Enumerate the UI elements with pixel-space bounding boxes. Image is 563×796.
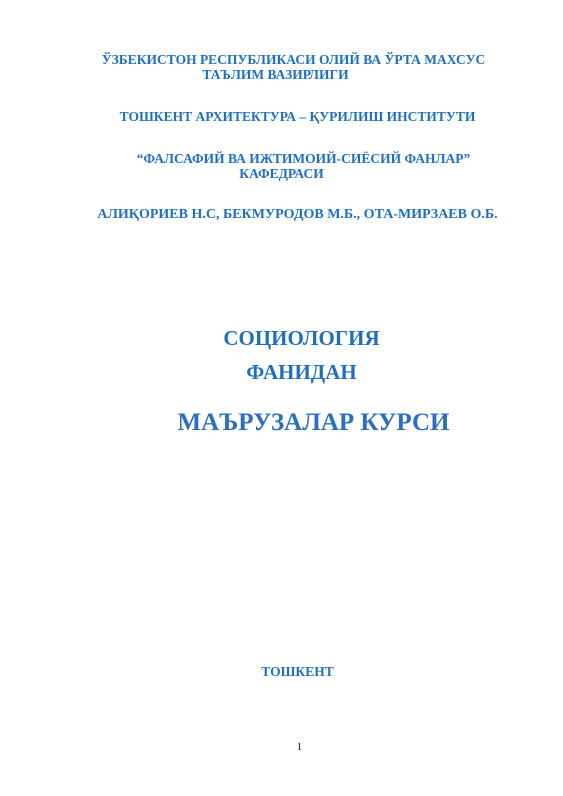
page-number: 1 [297, 742, 302, 753]
ministry-line-1: ЎЗБЕКИСТОН РЕСПУБЛИКАСИ ОЛИЙ ВА ЎРТА МАХСУС [101, 52, 486, 67]
city: ТОШКЕНТ [261, 664, 334, 679]
institute-name: ТОШКЕНТ АРХИТЕКТУРА – ҚУРИЛИШ ИНСТИТУТИ [119, 109, 476, 124]
course-title: МАЪРУЗАЛАР КУРСИ [177, 409, 450, 436]
subject-title-line-1: СОЦИОЛОГИЯ [223, 326, 380, 350]
subject-title-line-2: ФАНИДАН [246, 360, 357, 384]
department-line-1: “ФАЛСАФИЙ ВА ИЖТИМОИЙ-СИЁСИЙ ФАНЛАР” [136, 151, 471, 166]
ministry-line-2: ТАЪЛИМ ВАЗИРЛИГИ [202, 67, 349, 82]
authors: АЛИҚОРИЕВ Н.С, БЕКМУРОДОВ М.Б., ОТА-МИРЗАЕВ О.Б. [97, 207, 498, 222]
department-line-2: КАФЕДРАСИ [239, 166, 324, 181]
